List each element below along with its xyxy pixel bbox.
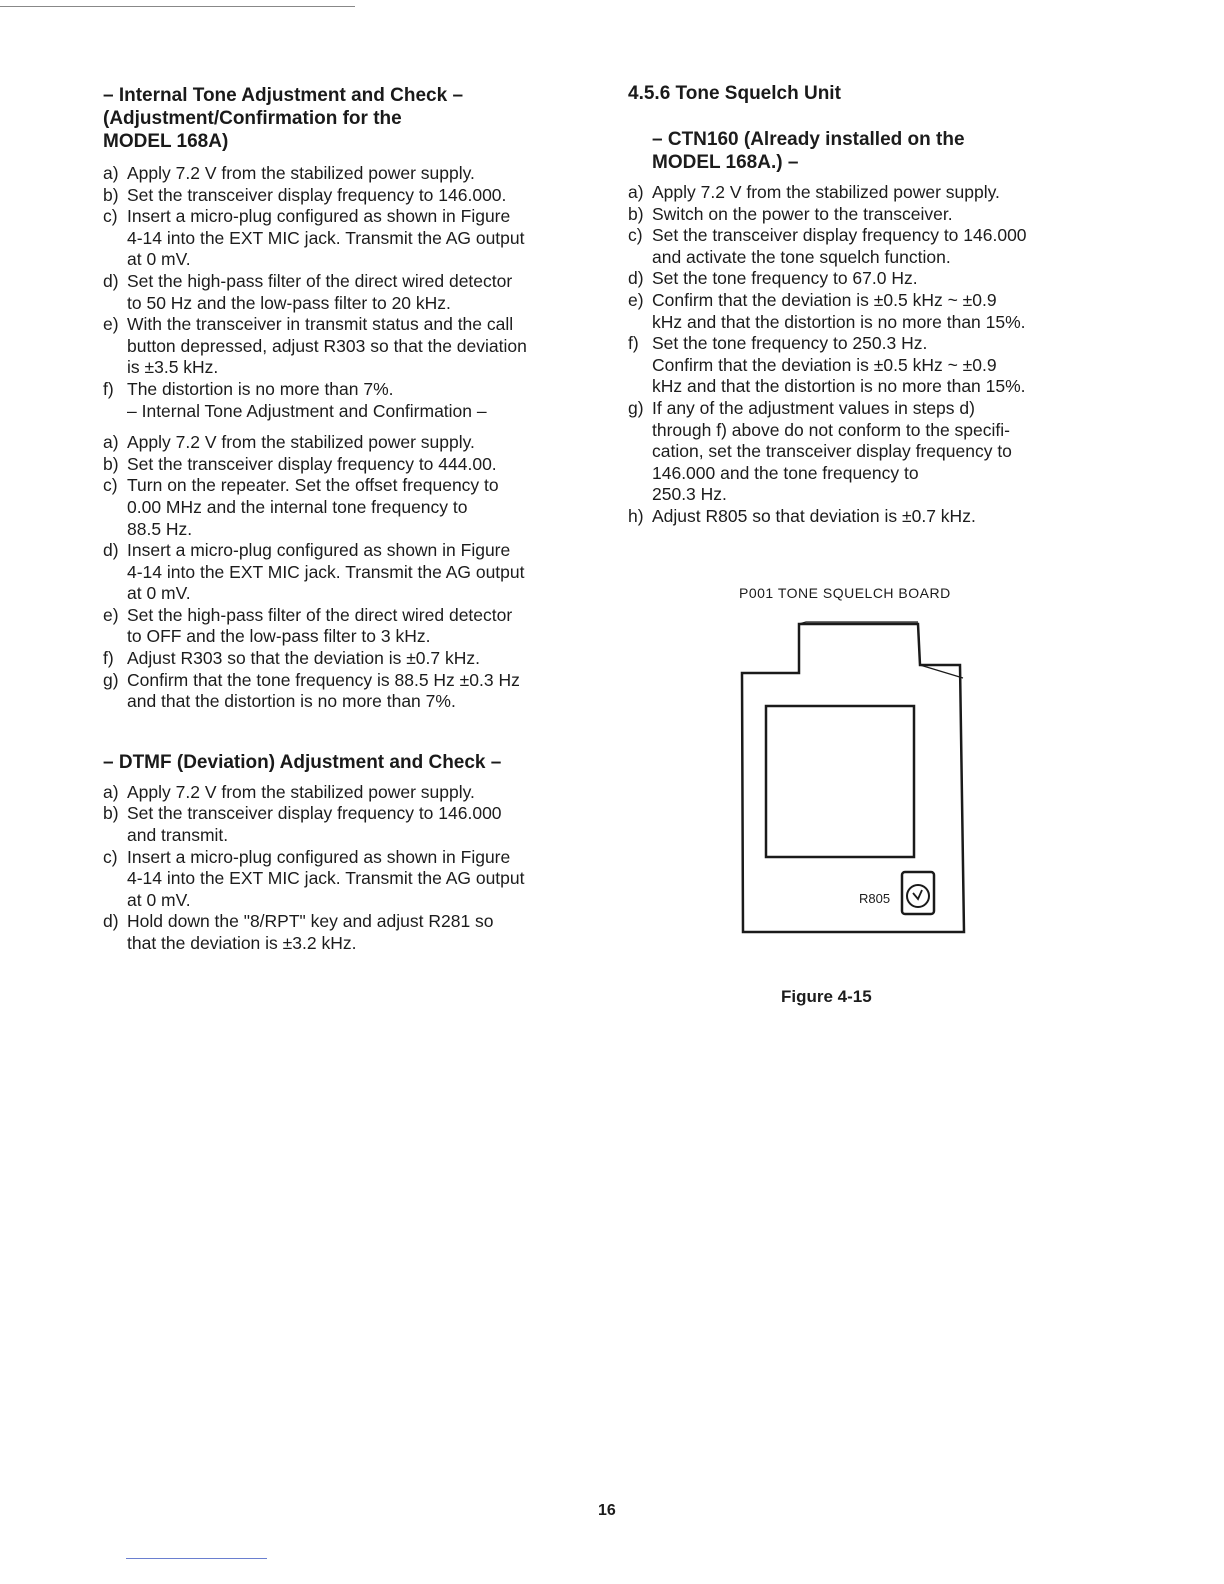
board-shadow (799, 622, 963, 678)
step-line: Switch on the power to the transceiver. (652, 203, 953, 224)
figure-caption: Figure 4-15 (781, 987, 872, 1006)
step-item (103, 847, 579, 912)
step-item (103, 911, 579, 954)
step-line: Confirm that the deviation is ±0.5 kHz ~ ±0.9 (652, 354, 997, 375)
step-line: kHz and that the distortion is no more than 15%. (652, 311, 1026, 332)
step-item (103, 648, 579, 670)
step-marker: c) (628, 225, 643, 246)
step-line: 4-14 into the EXT MIC jack. Transmit the AG output (127, 868, 525, 889)
step-line: and that the distortion is no more than 7%. (127, 691, 456, 712)
step-marker: c) (103, 206, 118, 227)
step-marker: a) (103, 432, 119, 453)
step-item (103, 475, 579, 540)
right-column (628, 82, 1104, 528)
step-line: Apply 7.2 V from the stabilized power supply. (127, 432, 475, 453)
figure-title: P001 TONE SQUELCH BOARD (739, 585, 951, 601)
step-marker: e) (628, 289, 644, 310)
step-marker: b) (103, 453, 119, 474)
step-marker: f) (103, 648, 114, 669)
step-line: at 0 mV. (127, 583, 191, 604)
tone-squelch-steps (628, 182, 1104, 528)
step-item (628, 506, 1104, 528)
step-line: 250.3 Hz. (652, 484, 727, 505)
step-item (628, 204, 1104, 226)
internal-tone-confirmation-heading: – Internal Tone Adjustment and Confirmation – (127, 400, 487, 421)
page-number: 16 (598, 1502, 616, 1519)
step-item (628, 333, 1104, 398)
step-line: Set the high-pass filter of the direct wired detector (127, 604, 513, 625)
heading-line: MODEL 168A) (103, 131, 229, 152)
step-line: Adjust R805 so that deviation is ±0.7 kHz. (652, 505, 976, 526)
step-marker: a) (103, 163, 119, 183)
step-line: is ±3.5 kHz. (127, 357, 219, 378)
step-line: at 0 mV. (127, 249, 191, 270)
step-marker: a) (628, 182, 644, 202)
step-marker: g) (103, 669, 119, 690)
step-item (103, 454, 579, 476)
step-item (103, 540, 579, 605)
step-line: Turn on the repeater. Set the offset frequency to (127, 475, 499, 496)
step-item (628, 290, 1104, 333)
step-line: 146.000 and the tone frequency to (652, 462, 919, 483)
step-line: Set the transceiver display frequency to 146.000 (127, 803, 502, 824)
step-line: 4-14 into the EXT MIC jack. Transmit the AG output (127, 561, 525, 582)
step-line: Apply 7.2 V from the stabilized power supply. (127, 781, 475, 802)
step-marker: e) (103, 314, 119, 335)
heading-line: – CTN160 (Already installed on the (652, 129, 965, 150)
step-line: and activate the tone squelch function. (652, 246, 951, 267)
step-item (103, 379, 579, 401)
step-item (628, 398, 1104, 506)
step-line: Set the transceiver display frequency to 444.00. (127, 453, 497, 474)
step-marker: f) (103, 378, 114, 399)
step-line: If any of the adjustment values in steps d) (652, 397, 975, 418)
step-line: Hold down the "8/RPT" key and adjust R281 so (127, 911, 494, 932)
step-line: Confirm that the deviation is ±0.5 kHz ~ ±0.9 (652, 289, 997, 310)
step-line: Set the high-pass filter of the direct wired detector (127, 270, 513, 291)
step-item (628, 268, 1104, 290)
tone-squelch-board-figure (727, 582, 987, 1022)
step-marker: b) (103, 803, 119, 824)
bottom-rule (126, 1558, 267, 1559)
step-item (103, 163, 579, 185)
step-item (103, 605, 579, 648)
step-line: that the deviation is ±3.2 kHz. (127, 933, 357, 953)
step-line: button depressed, adjust R303 so that the deviation (127, 335, 527, 356)
internal-tone-confirmation-steps (103, 432, 579, 713)
step-marker: h) (628, 505, 644, 526)
step-marker: c) (103, 846, 118, 867)
step-item (103, 271, 579, 314)
step-line: kHz and that the distortion is no more than 15%. (652, 376, 1026, 397)
ctn160-heading (652, 128, 1104, 174)
step-item (103, 670, 579, 713)
step-marker: a) (103, 781, 119, 802)
dtmf-steps (103, 782, 579, 955)
step-line: Set the transceiver display frequency to 146.000. (127, 184, 507, 205)
step-line: and transmit. (127, 825, 229, 846)
step-line: 0.00 MHz and the internal tone frequency to (127, 496, 468, 517)
step-item (103, 185, 579, 207)
step-item (103, 782, 579, 804)
step-line: Apply 7.2 V from the stabilized power supply. (127, 163, 475, 183)
step-line: to 50 Hz and the low-pass filter to 20 kHz. (127, 292, 451, 313)
heading-line: – Internal Tone Adjustment and Check – (103, 85, 464, 106)
step-line: Insert a micro-plug configured as shown in Figure (127, 206, 511, 227)
step-line: Apply 7.2 V from the stabilized power supply. (652, 182, 1000, 202)
step-line: Insert a micro-plug configured as shown in Figure (127, 540, 511, 561)
heading-line: (Adjustment/Confirmation for the (103, 108, 402, 129)
board-diagram (727, 620, 987, 940)
board-component-square (766, 706, 914, 857)
board-outline (742, 624, 964, 932)
step-line: at 0 mV. (127, 889, 191, 910)
step-line: Set the tone frequency to 67.0 Hz. (652, 268, 918, 289)
step-item (628, 225, 1104, 268)
step-marker: d) (628, 268, 644, 289)
step-marker: d) (103, 911, 119, 932)
step-marker: d) (103, 270, 119, 291)
step-item (103, 314, 579, 379)
step-line: cation, set the transceiver display frequency to (652, 441, 1012, 462)
step-item (103, 432, 579, 454)
step-line: Confirm that the tone frequency is 88.5 Hz ±0.3 Hz (127, 669, 520, 690)
step-marker: c) (103, 475, 118, 496)
left-column (103, 84, 579, 955)
step-marker: f) (628, 333, 639, 354)
step-line: Set the tone frequency to 250.3 Hz. (652, 333, 928, 354)
step-item (103, 206, 579, 271)
step-marker: b) (103, 184, 119, 205)
tone-squelch-section-title: 4.5.6 Tone Squelch Unit (628, 83, 841, 104)
step-line: With the transceiver in transmit status and the call (127, 314, 514, 335)
step-marker: b) (628, 203, 644, 224)
step-marker: g) (628, 397, 644, 418)
step-item (628, 182, 1104, 204)
step-line: Adjust R303 so that the deviation is ±0.7 kHz. (127, 648, 480, 669)
step-marker: e) (103, 604, 119, 625)
top-rule (0, 6, 355, 7)
step-line: through f) above do not conform to the specifi- (652, 419, 1010, 440)
step-line: Insert a micro-plug configured as shown in Figure (127, 846, 511, 867)
internal-tone-steps (103, 163, 579, 401)
r805-label: R805 (859, 891, 891, 906)
step-marker: d) (103, 540, 119, 561)
step-line: Set the transceiver display frequency to 146.000 (652, 225, 1027, 246)
step-line: The distortion is no more than 7%. (127, 378, 394, 399)
dtmf-heading: – DTMF (Deviation) Adjustment and Check – (103, 751, 502, 773)
r805-trimmer-rotor (907, 885, 929, 907)
step-line: 88.5 Hz. (127, 518, 193, 539)
step-line: 4-14 into the EXT MIC jack. Transmit the AG output (127, 227, 525, 248)
step-item (103, 803, 579, 846)
section-internal-tone-heading (103, 84, 579, 153)
heading-line: MODEL 168A.) – (652, 152, 799, 173)
step-line: to OFF and the low-pass filter to 3 kHz. (127, 626, 431, 647)
